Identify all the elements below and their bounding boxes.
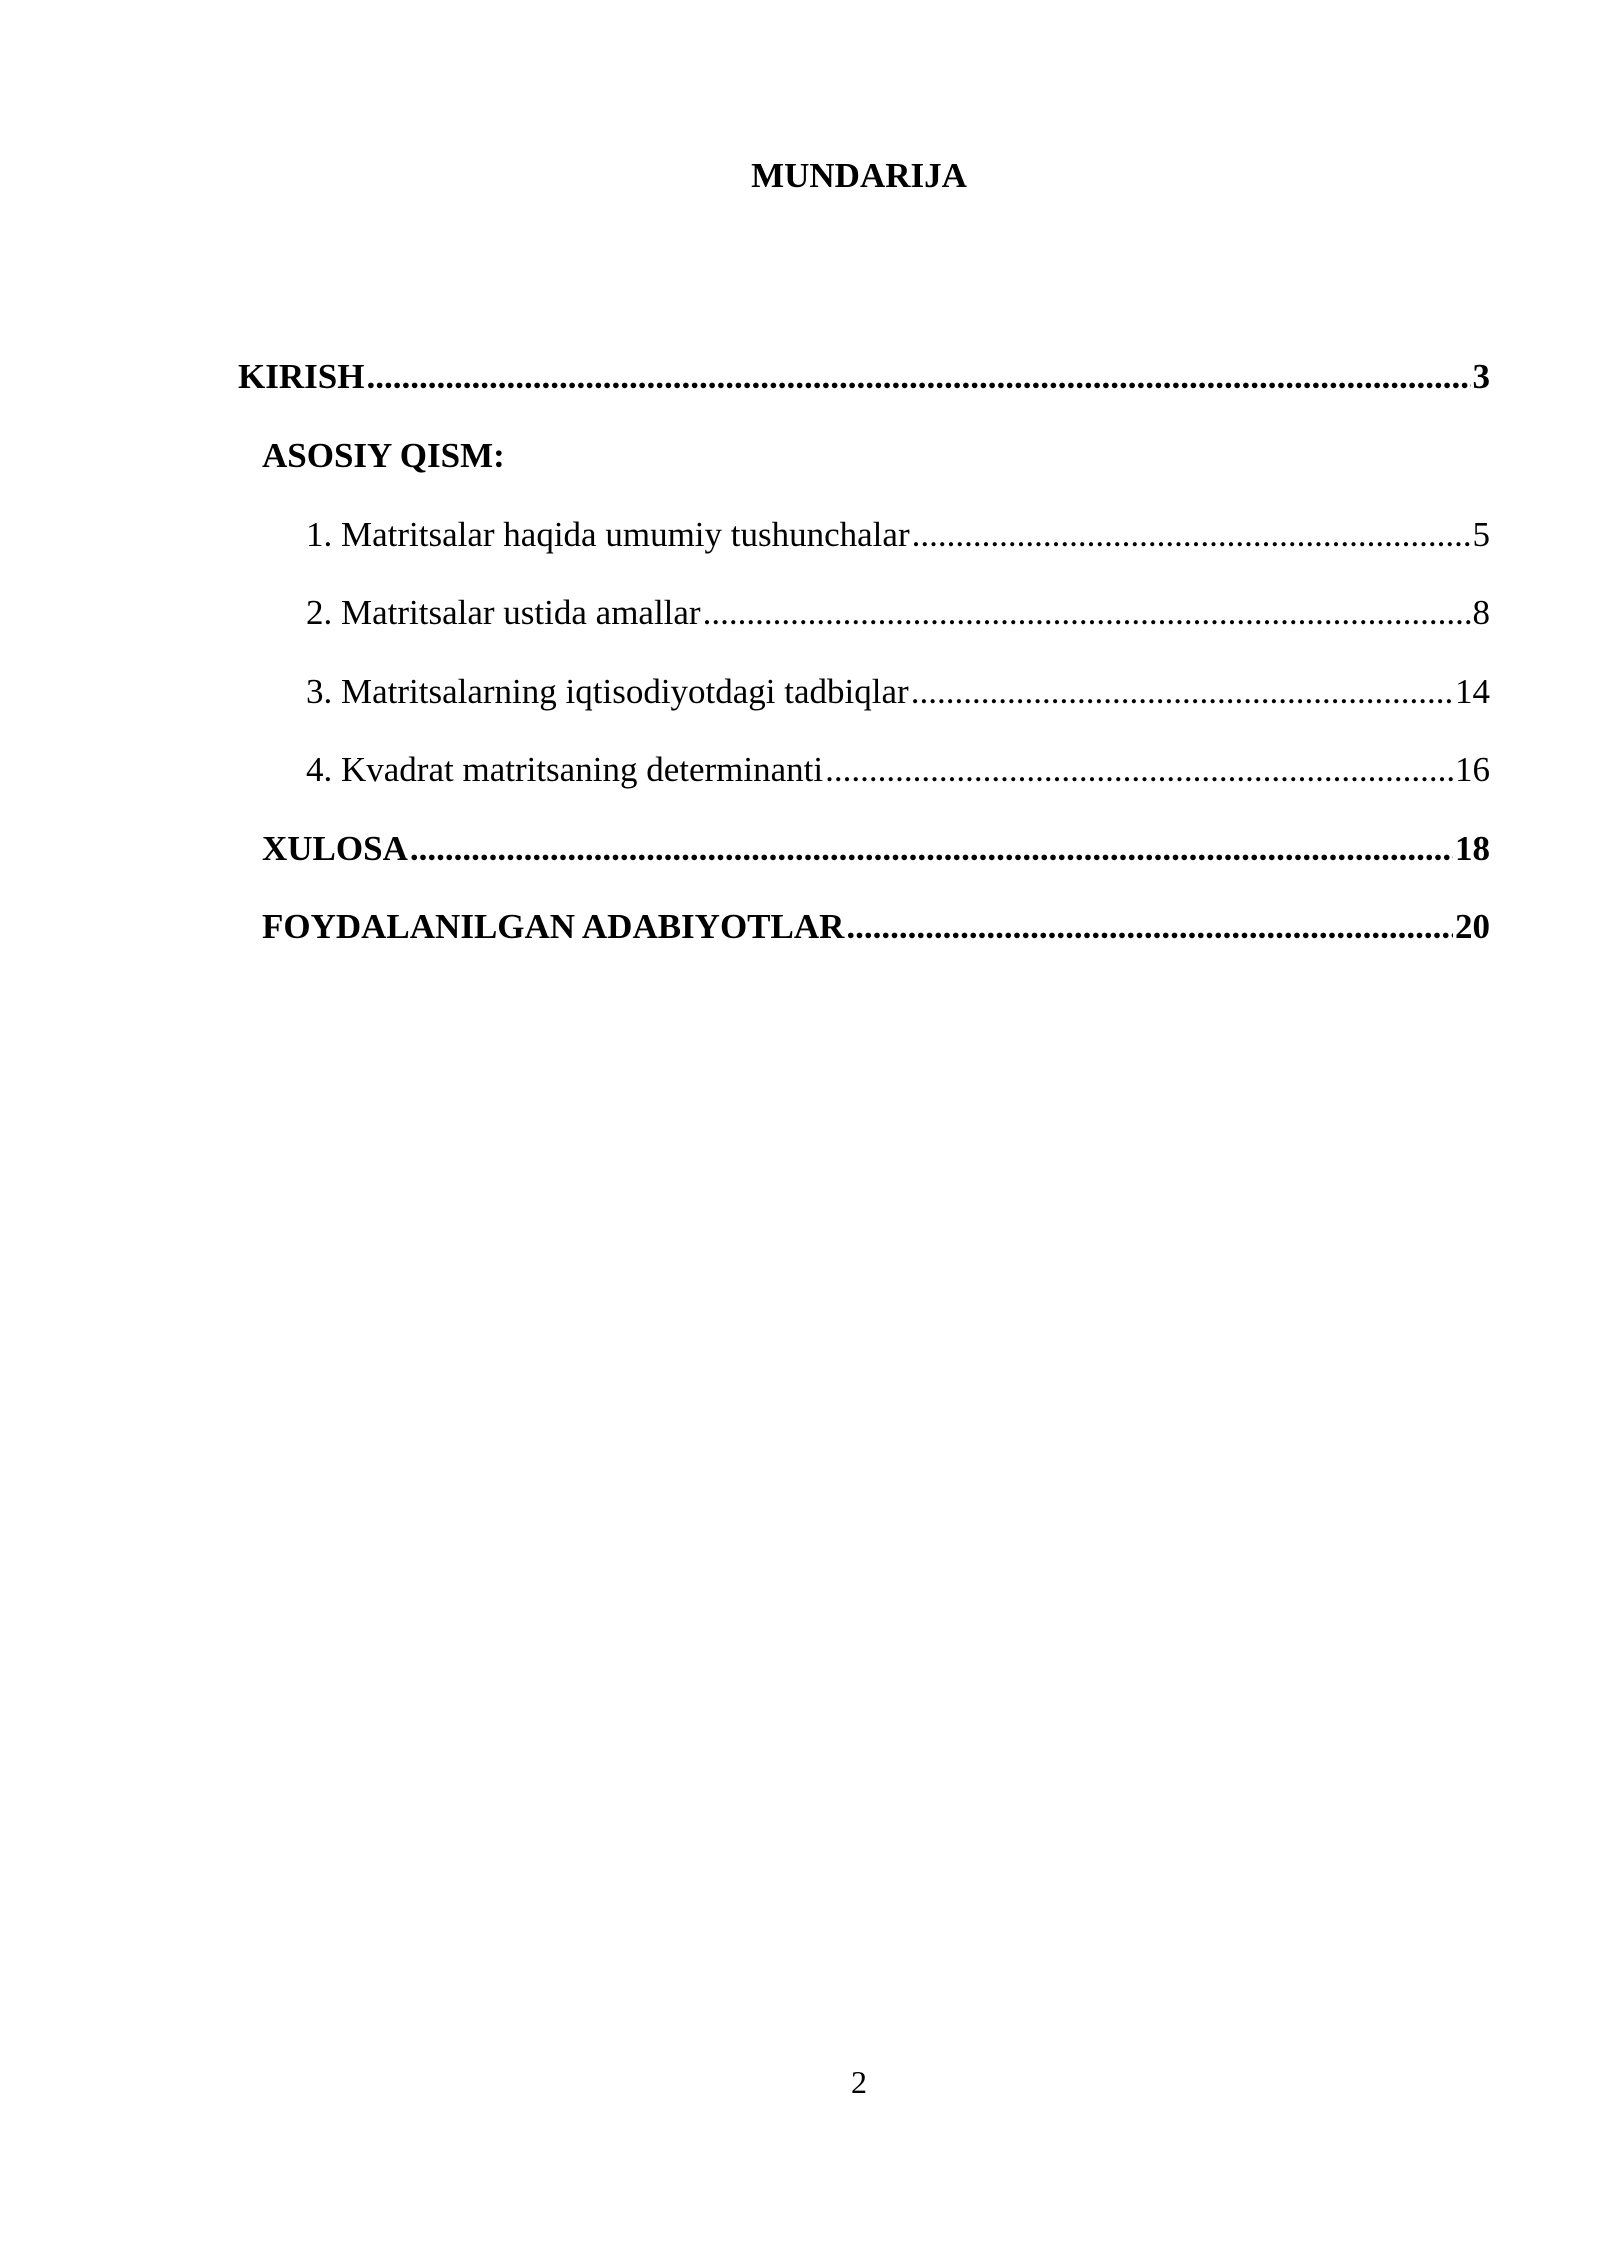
- page-title: MUNDARIJA: [751, 156, 967, 195]
- toc-entry-page: 5: [1472, 515, 1490, 554]
- toc-dot-leader: [825, 746, 1453, 794]
- toc-entry-label: XULOSA: [262, 829, 408, 868]
- toc-entry-label: 4. Kvadrat matritsaning determinanti: [306, 750, 824, 789]
- toc-entry-label: ASOSIY QISM:: [262, 436, 505, 475]
- toc-entry-label: FOYDALANILGAN ADABIYOTLAR: [262, 907, 845, 946]
- toc-entry-item-1[interactable]: [306, 511, 1490, 559]
- toc-entry-label: 3. Matritsalarning iqtisodiyotdagi tadbiqlar: [306, 672, 909, 711]
- toc-entry-page: 20: [1455, 907, 1490, 946]
- toc-dot-leader: [912, 511, 1471, 559]
- toc-entry-label: 2. Matritsalar ustida amallar: [306, 593, 701, 632]
- toc-entry-kirish[interactable]: [238, 353, 1490, 401]
- toc-entry-label: KIRISH: [238, 357, 365, 396]
- toc-entry-item-3[interactable]: [306, 668, 1490, 716]
- toc-entry-item-2[interactable]: [306, 589, 1490, 637]
- toc-dot-leader: [846, 903, 1453, 951]
- toc-entry-page: 3: [1472, 357, 1490, 396]
- toc-entry-xulosa[interactable]: [262, 825, 1490, 873]
- toc-dot-leader: [366, 353, 1470, 401]
- toc-entry-adabiyotlar[interactable]: [262, 903, 1490, 951]
- toc-dot-leader: [911, 668, 1453, 716]
- toc-entry-label: 1. Matritsalar haqida umumiy tushunchalar: [306, 515, 910, 554]
- toc-entry-page: 8: [1472, 593, 1490, 632]
- toc-dot-leader: [410, 825, 1453, 873]
- toc-entry-item-4[interactable]: [306, 746, 1490, 794]
- toc-entry-page: 14: [1455, 672, 1490, 711]
- toc-dot-leader: [703, 589, 1471, 637]
- toc-section-asosiy: [262, 432, 1490, 480]
- toc-entry-page: 16: [1455, 750, 1490, 789]
- toc-entry-page: 18: [1455, 829, 1490, 868]
- page-number: 2: [851, 2064, 867, 2100]
